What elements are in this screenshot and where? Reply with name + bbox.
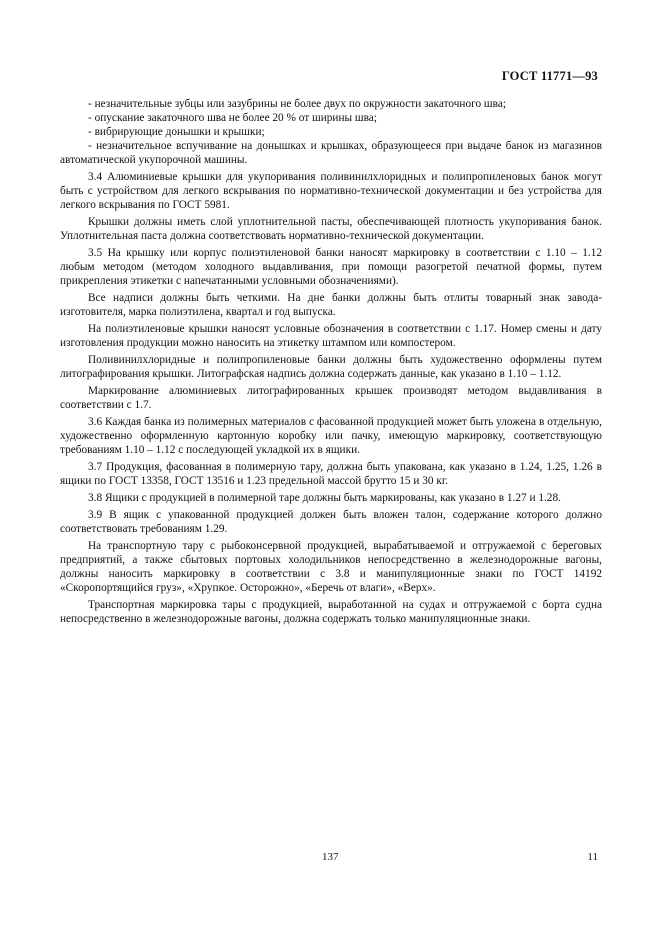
paragraph-3-8: 3.8 Ящики с продукцией в полимерной таре должны быть маркированы, как указано в 1.27 и 1.28. (88, 492, 561, 504)
paragraph-3-5: 3.5 На крышку или корпус полиэтиленовой банки наносят маркировку в соответствии с 1.10 – 1.12 любым методом (методом холодного выдавливания, при помощи разогретой печатной формы, путем прикрепления этикетки с напечатанными условными обозначениями). (60, 247, 602, 287)
list-item-dash: - незначительные зубцы или зазубрины не более двух по окружности закаточного шва; (88, 98, 506, 110)
paragraph: Транспортная маркировка тары с продукцией, выработанной на судах и отгружаемой с борта судна непосредственно в железнодорожные вагоны, должна содержать только манипуляционные знаки. (60, 599, 602, 625)
document-body (60, 97, 602, 629)
paragraph: Маркирование алюминиевых литографированных крышек производят методом выдавливания в соответствии с 1.7. (60, 385, 602, 411)
page-number-center: 137 (322, 851, 339, 863)
paragraph: На транспортную тару с рыбоконсервной продукцией, вырабатываемой и отгружаемой с береговых предприятий, а также сбытовых портовых холодильников непосредственно в железнодорожные вагоны, должны наносить маркировку в соответствии с 3.8 и манипуляционные знаки по ГОСТ 14192 «Скоропортящийся груз», «Хрупкое. Осторожно», «Беречь от влаги», «Верх». (60, 540, 602, 594)
paragraph: Крышки должны иметь слой уплотнительной пасты, обеспечивающей плотность укупоривания банок. Уплотнительная паста должна соответствовать нормативно-технической документации. (60, 216, 602, 242)
paragraph-3-9: 3.9 В ящик с упакованной продукцией должен быть вложен талон, содержание которого должно соответствовать требованиям 1.29. (60, 509, 602, 535)
paragraph-3-7: 3.7 Продукция, фасованная в полимерную тару, должна быть упакована, как указано в 1.24, 1.25, 1.26 в ящики по ГОСТ 13358, ГОСТ 13516 и 1.23 предельной массой брутто 15 и 30 кг. (60, 461, 602, 487)
page-number-right: 11 (587, 851, 598, 863)
paragraph: Все надписи должны быть четкими. На дне банки должны быть отлиты товарный знак завода-изготовителя, марка полиэтилена, квартал и год выпуска. (60, 292, 602, 318)
list-item-dash: - вибрирующие донышки и крышки; (88, 126, 265, 138)
paragraph-3-6: 3.6 Каждая банка из полимерных материалов с фасованной продукцией может быть уложена в отдельную, художественно оформленную картонную коробку или пачку, имеющую маркировку, соответствующую требованиям 1.10 – 1.12 с последующей укладкой их в ящики. (60, 416, 602, 456)
paragraph: На полиэтиленовые крышки наносят условные обозначения в соответствии с 1.17. Номер смены и дату изготовления продукции можно наносить на этикетку штампом или компостером. (60, 323, 602, 349)
paragraph: Поливинилхлоридные и полипропиленовые банки должны быть художественно оформлены путем литографирования крышки. Литографская надпись должна содержать данные, как указано в 1.10 – 1.12. (60, 354, 602, 380)
list-item-dash: - опускание закаточного шва не более 20 % от ширины шва; (88, 112, 377, 124)
paragraph-3-4: 3.4 Алюминиевые крышки для укупоривания поливинилхлоридных и полипропиленовых банок могут быть с устройством для легкого вскрывания по нормативно-технической документации и без устройства для легкого вскрывания по ГОСТ 5981. (60, 171, 602, 211)
list-item-dash: - незначительное вспучивание на донышках и крышках, образующееся при выдаче банок из магазинов автоматической укупорочной машины. (60, 140, 602, 166)
document-code-header: ГОСТ 11771—93 (501, 69, 598, 83)
